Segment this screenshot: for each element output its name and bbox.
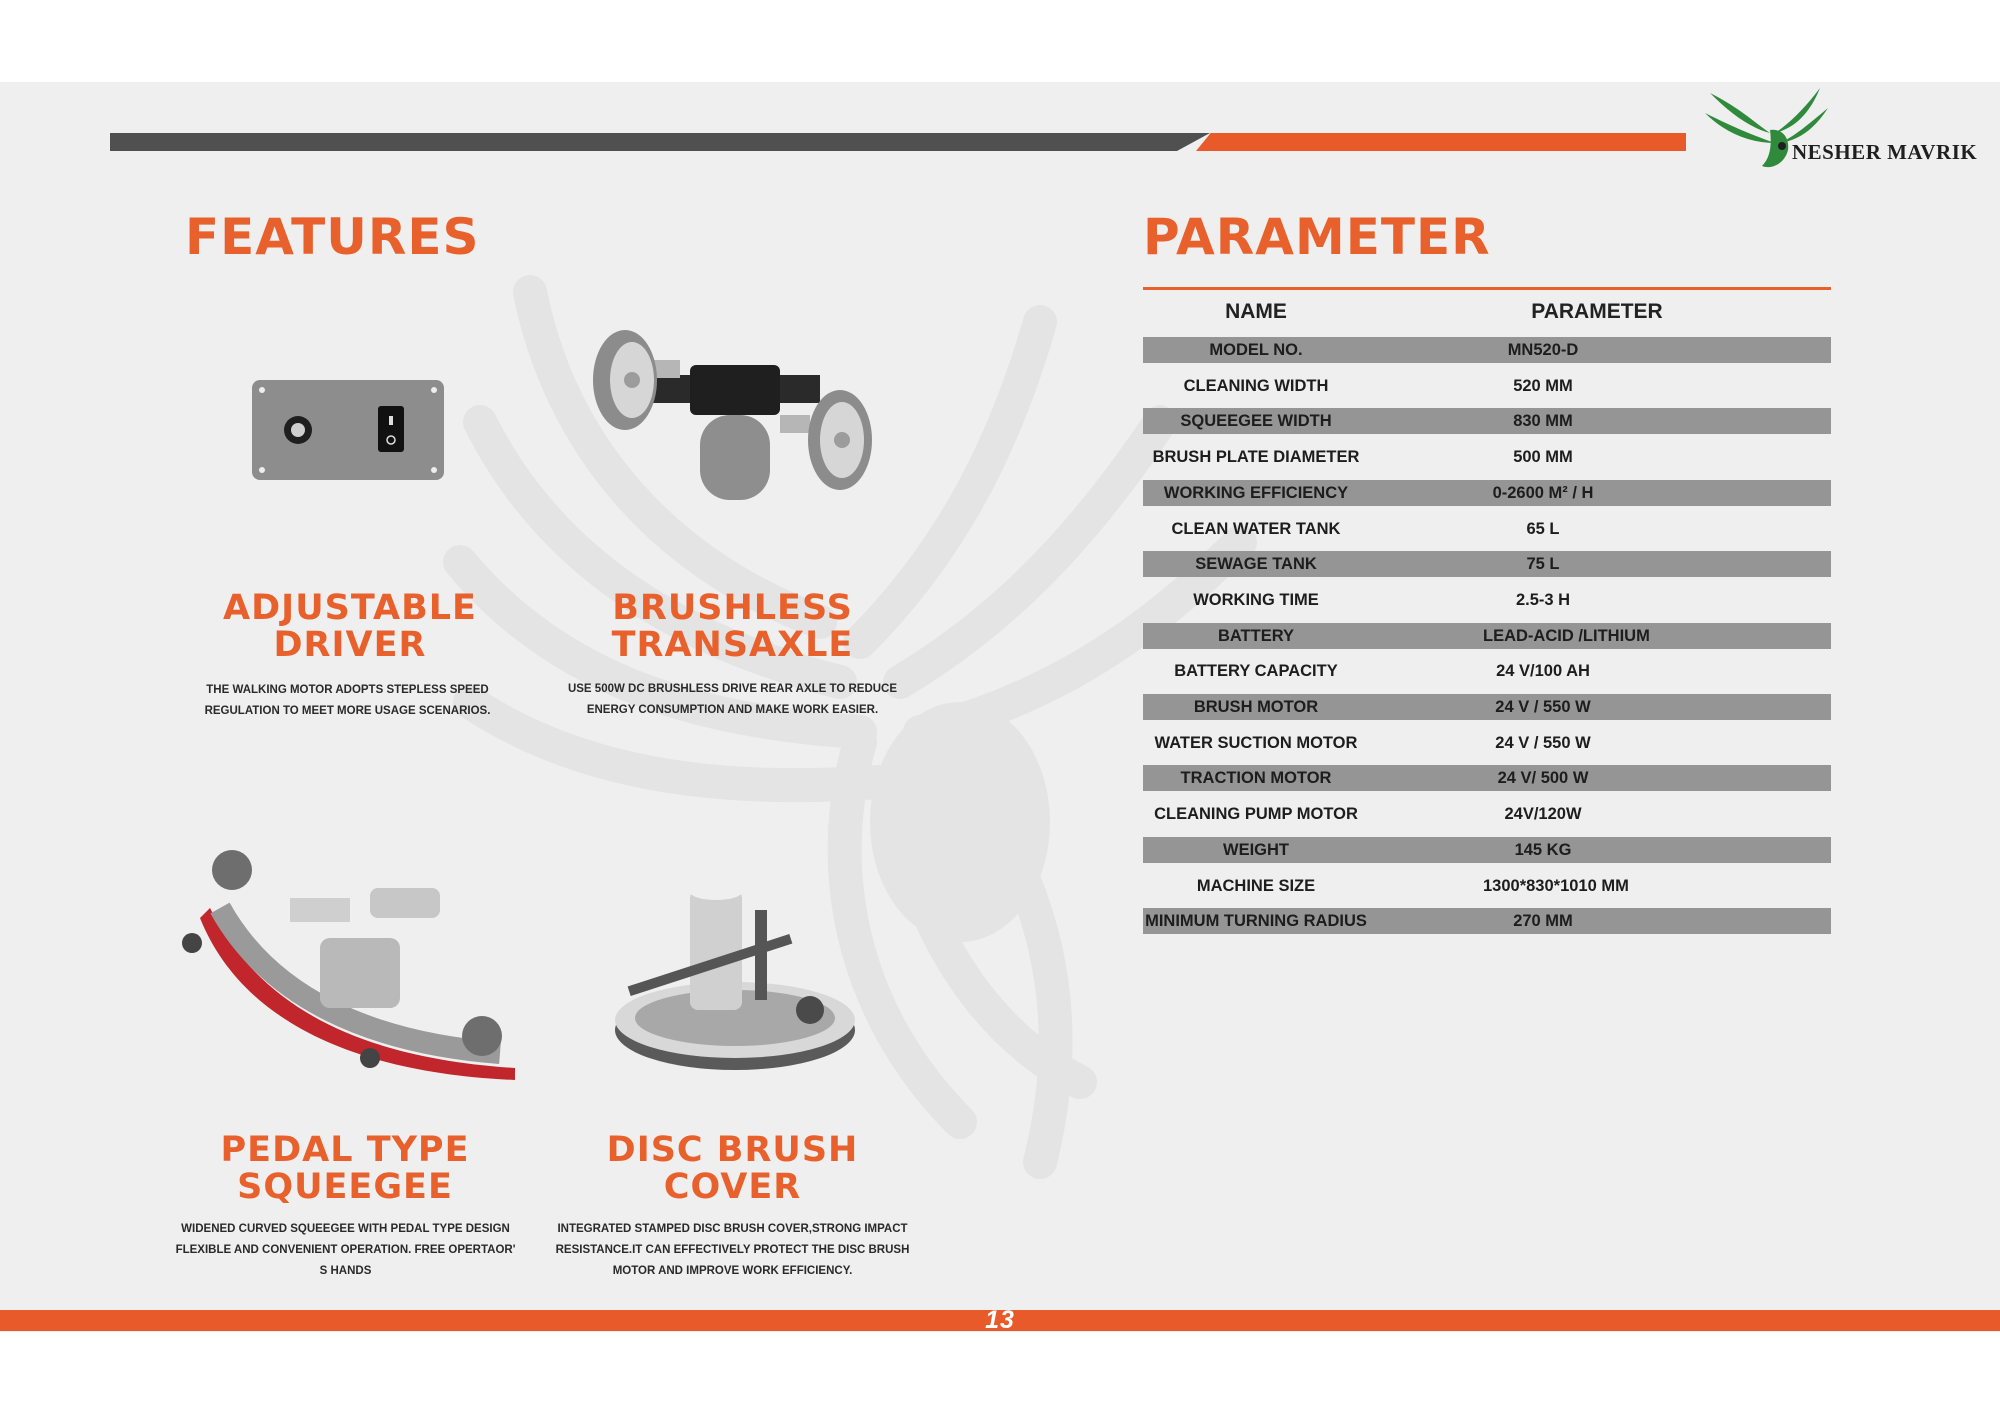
- param-name-cell: TRACTION MOTOR: [1180, 769, 1332, 788]
- table-row: [1143, 587, 1831, 613]
- feature-title-brushless-transaxle: [560, 590, 905, 664]
- transaxle-icon: [580, 320, 880, 520]
- table-row: [1143, 837, 1831, 863]
- feature-desc-line: WIDENED CURVED SQUEEGEE WITH PEDAL TYPE DESIGN: [181, 1223, 510, 1235]
- param-name-cell: MACHINE SIZE: [1196, 876, 1316, 895]
- feature-desc-line: MOTOR AND IMPROVE WORK EFFICIENCY.: [612, 1265, 853, 1277]
- table-row: [1143, 694, 1831, 720]
- table-row: [1143, 908, 1831, 934]
- param-value-cell: 65 L: [1526, 519, 1560, 538]
- parameter-table-rule: [1143, 287, 1831, 290]
- param-name-cell: BATTERY: [1217, 626, 1295, 645]
- param-name-cell: CLEANING PUMP MOTOR: [1154, 805, 1358, 824]
- table-row: [1143, 444, 1831, 470]
- feature-title-line: SQUEEGEE: [237, 1167, 453, 1207]
- table-row: [1143, 765, 1831, 791]
- param-name-cell: MODEL NO.: [1209, 341, 1303, 359]
- table-row: [1143, 730, 1831, 756]
- feature-desc-line: THE WALKING MOTOR ADOPTS STEPLESS SPEED: [206, 684, 489, 696]
- parameter-title: PARAMETER: [1143, 208, 1491, 266]
- feature-desc-line: S HANDS: [319, 1265, 372, 1277]
- brand-name: NESHER MAVRIK: [1792, 140, 1978, 164]
- param-name-cell: WORKING TIME: [1193, 590, 1319, 609]
- table-row: [1143, 337, 1831, 363]
- table-row: [1143, 480, 1831, 506]
- feature-title-line: DISC BRUSH: [606, 1130, 859, 1170]
- features-title: FEATURES: [185, 208, 480, 266]
- param-name-cell: SQUEEGEE WIDTH: [1180, 412, 1332, 431]
- param-name-cell: WEIGHT: [1223, 840, 1289, 859]
- param-name-cell: MINIMUM TURNING RADIUS: [1145, 912, 1367, 931]
- param-value-cell: 24 V / 550 W: [1495, 698, 1591, 716]
- table-row: [1143, 801, 1831, 827]
- feature-desc-line: REGULATION TO MEET MORE USAGE SCENARIOS.: [204, 705, 491, 717]
- param-value-cell: 2.5-3 H: [1515, 590, 1571, 609]
- feature-desc-line: INTEGRATED STAMPED DISC BRUSH COVER,STRONG IMPACT: [557, 1223, 908, 1235]
- param-value-cell: 830 MM: [1513, 412, 1573, 431]
- param-value-cell: 24 V / 550 W: [1495, 733, 1591, 752]
- table-row: [1143, 658, 1831, 684]
- feature-title-line: COVER: [663, 1167, 802, 1207]
- feature-desc-brushless-transaxle: [540, 679, 925, 721]
- feature-title-line: PEDAL TYPE: [220, 1130, 470, 1170]
- table-row: [1143, 551, 1831, 577]
- page-number: 13: [985, 1306, 1015, 1334]
- param-value-cell: 500 MM: [1513, 448, 1573, 467]
- param-name-cell: WORKING EFFICIENCY: [1163, 483, 1349, 502]
- table-row: [1143, 516, 1831, 542]
- header-orange-bar: [1196, 133, 1686, 151]
- param-name-cell: CLEANING WIDTH: [1183, 376, 1329, 395]
- table-row: [1143, 408, 1831, 434]
- param-name-cell: BRUSH PLATE DIAMETER: [1152, 448, 1360, 467]
- feature-desc-line: RESISTANCE.IT CAN EFFECTIVELY PROTECT THE DISC BRUSH: [555, 1244, 910, 1256]
- feature-desc-pedal-squeegee: [148, 1219, 543, 1282]
- feature-title-line: BRUSHLESS: [612, 588, 853, 628]
- param-value-cell: MN520-D: [1507, 341, 1579, 359]
- param-value-cell: 1300*830*1010 MM: [1483, 876, 1629, 895]
- feature-desc-line: ENERGY CONSUMPTION AND MAKE WORK EASIER.: [586, 704, 879, 716]
- param-value-cell: 24V/120W: [1504, 805, 1582, 824]
- param-value-cell: LEAD-ACID /LITHIUM: [1483, 626, 1650, 645]
- column-header-parameter: PARAMETER: [1531, 300, 1663, 323]
- disc-brush-cover-icon: [605, 880, 865, 1080]
- param-value-cell: 520 MM: [1513, 376, 1573, 395]
- feature-desc-disc-brush-cover: [530, 1219, 935, 1282]
- feature-title-line: TRANSAXLE: [611, 625, 854, 665]
- feature-desc-line: FLEXIBLE AND CONVENIENT OPERATION. FREE OPERTAOR': [175, 1244, 516, 1256]
- param-name-cell: CLEAN WATER TANK: [1171, 519, 1341, 538]
- feature-title-line: DRIVER: [273, 625, 427, 665]
- table-row: [1143, 373, 1831, 399]
- feature-desc-line: USE 500W DC BRUSHLESS DRIVE REAR AXLE TO REDUCE: [567, 683, 898, 695]
- column-header-name: NAME: [1225, 300, 1287, 323]
- squeegee-icon: [170, 848, 520, 1088]
- param-value-cell: 145 KG: [1514, 840, 1572, 859]
- feature-title-disc-brush-cover: [565, 1132, 900, 1206]
- param-value-cell: 0-2600 M² / H: [1492, 483, 1594, 502]
- control-panel-icon: [250, 378, 446, 482]
- param-name-cell: BRUSH MOTOR: [1193, 698, 1319, 716]
- param-name-cell: SEWAGE TANK: [1195, 555, 1317, 574]
- table-row: [1143, 623, 1831, 649]
- feature-title-pedal-squeegee: [180, 1132, 510, 1206]
- param-name-cell: BATTERY CAPACITY: [1174, 662, 1338, 681]
- table-row: [1143, 873, 1831, 899]
- feature-desc-adjustable-driver: [150, 680, 545, 722]
- header-dark-bar: [110, 133, 1210, 151]
- param-value-cell: 75 L: [1526, 555, 1560, 574]
- feature-title-line: ADJUSTABLE: [223, 588, 477, 628]
- feature-title-adjustable-driver: [180, 590, 520, 664]
- param-name-cell: WATER SUCTION MOTOR: [1154, 733, 1358, 752]
- param-value-cell: 24 V/ 500 W: [1497, 769, 1589, 788]
- param-value-cell: 270 MM: [1513, 912, 1573, 931]
- param-value-cell: 24 V/100 AH: [1496, 662, 1590, 681]
